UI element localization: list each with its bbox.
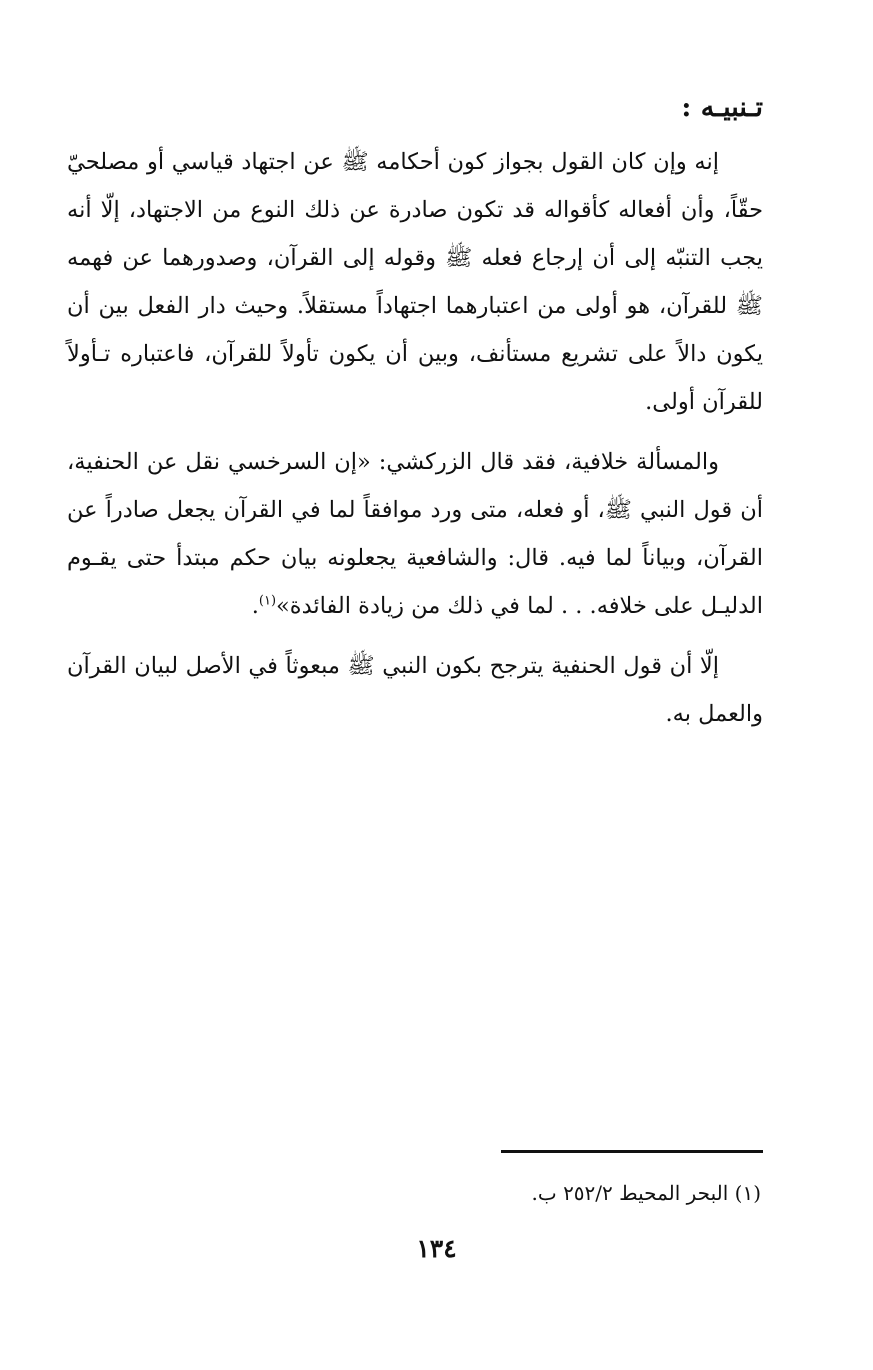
paragraph-2-end: . [251, 593, 259, 619]
footnote-reference: (١) [258, 593, 277, 609]
footnote-divider [501, 1150, 763, 1153]
paragraph-3: إلّا أن قول الحنفية يترجح بكون النبي ﷺ مبعوثاً في الأصل لبيان القرآن والعمل به. [67, 653, 763, 727]
paragraph-1: إنه وإن كان القول بجواز كون أحكامه ﷺ عن اجتهاد قياسي أو مصلحيّ حقّاً، وأن أفعاله كأقواله قد تكون صادرة عن ذلك النوع من الاجتهاد، إلّا أنه يجب التنبّه إلى أن إرجاع فعله ﷺ وقوله إلى القرآن، وصدورهما عن فهمه ﷺ للقرآن، هو أولى من اعتبارهما اجتهاداً مستقلاً. وحيث دار الفعل بين أن يكون دالاً على تشريع مستأنف، وبين أن يكون تأولاً للقرآن، فاعتباره تـأولاً للقرآن أولى. [67, 149, 763, 415]
paragraph-2-text: والمسألة خلافية، فقد قال الزركشي: «إن السرخسي نقل عن الحنفية، أن قول النبي ﷺ، أو فعله، متى ورد موافقاً لما في القرآن يجعل صادراً عن القرآن، وبياناً لما فيه. قال: والشافعية يجعلونه بيان حكم مبتدأ حتى يقـوم الدليـل على خلافه. . . لما في ذلك من زيادة الفائدة» [67, 449, 763, 619]
page-number: ١٣٤ [416, 1234, 457, 1263]
body-text [67, 138, 763, 750]
footnote: (١) البحر المحيط ٢٥٢/٢ ب. [531, 1181, 761, 1205]
section-heading: تـنبيـه : [681, 92, 763, 123]
paragraph-2 [67, 438, 763, 630]
